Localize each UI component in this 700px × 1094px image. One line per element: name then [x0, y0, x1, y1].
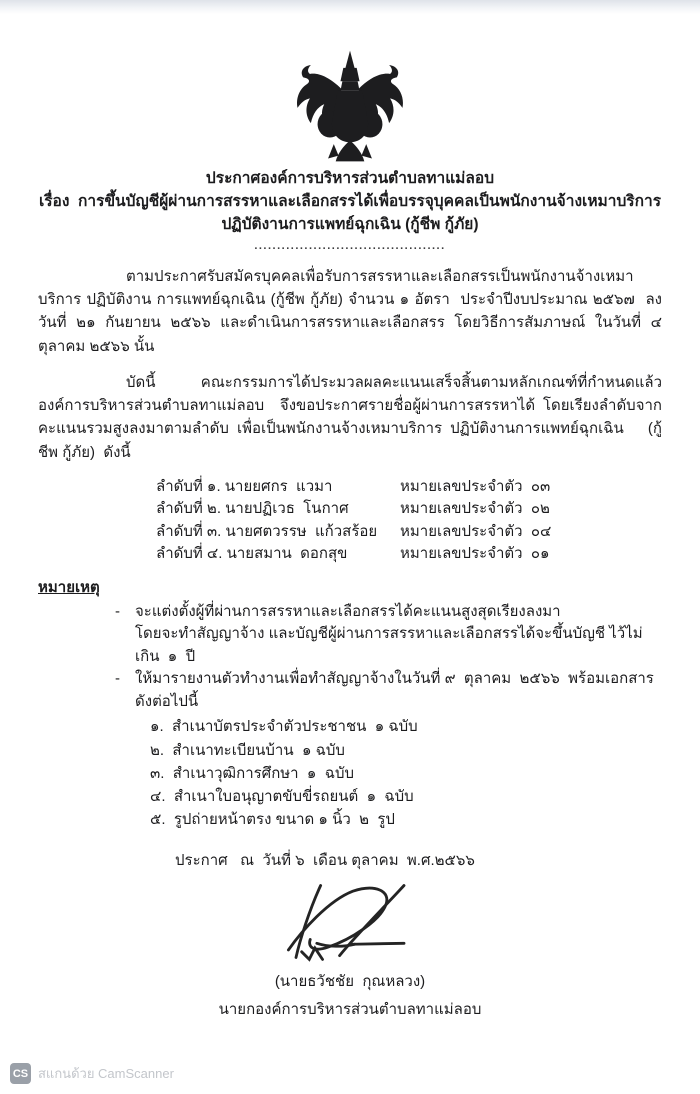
note-dash: - — [115, 602, 120, 620]
document-checklist — [150, 715, 662, 831]
ranking-row — [156, 543, 662, 566]
dotted-divider: .......................................... — [254, 239, 446, 252]
note-text: โดยจะทำสัญญาจ้าง และบัญชีผู้ผ่านการสรรหาและเลือกสรรได้จะขึ้นบัญชี ไว้ไม่เกิน ๑ ปี — [135, 625, 643, 665]
camscanner-icon: CS — [10, 1063, 31, 1084]
rank-candidate: ลำดับที่ ๒. นายปฏิเวธ โนกาศ — [156, 500, 349, 518]
note-text: จะแต่งตั้งผู้ที่ผ่านการสรรหาและเลือกสรรได้คะแนนสูงสุดเรียงลงมา — [135, 602, 561, 620]
signer-title: นายกองค์การบริหารส่วนตำบลทาแม่ลอบ — [218, 1000, 482, 1018]
garuda-emblem-graphic — [288, 48, 412, 164]
rank-candidate: ลำดับที่ ๑. นายยศกร แวมา — [156, 477, 333, 495]
promulgation-line: ประกาศ ณ วันที่ ๖ เดือน ตุลาคม พ.ศ.๒๕๖๖ — [175, 851, 475, 869]
checklist-item: ๓. สำเนาวุฒิการศึกษา ๑ ฉบับ — [150, 764, 355, 782]
scan-edge-artifact — [0, 0, 700, 14]
ranking-list — [156, 476, 662, 566]
subject-line-2: ปฏิบัติงานการแพทย์ฉุกเฉิน (กู้ชีพ กู้ภัย) — [221, 215, 479, 233]
paragraph-results: บัดนี้ คณะกรรมการได้ประมวลผลคะแนนเสร็จสิ้นตามหลักเกณฑ์ที่กำหนดแล้ว องค์การบริหารส่วนตำบลทาแม่ลอบ จึงขอประกาศรายชื่อผู้ผ่านการสรรหาได้ โดยเรียงลำดับจากคะแนนรวมสูงลงมาตามลำดับ เพื่อเป็นพนักงานจ้างเหมาบริการ ปฏิบัติงานการแพทย์ฉุกเฉิน (กู้ชีพ กู้ภัย) ดังนี้ — [38, 373, 671, 461]
note-dash — [115, 623, 135, 668]
ranking-row — [156, 498, 662, 521]
note-item — [115, 601, 662, 624]
checklist-item: ๕. รูปถ่ายหน้าตรง ขนาด ๑ นิ้ว ๒ รูป — [150, 811, 395, 829]
garuda-emblem — [38, 48, 662, 164]
paragraph-recruitment: ตามประกาศรับสมัครบุคคลเพื่อรับการสรรหาและเลือกสรรเป็นพนักงานจ้างเหมาบริการ ปฏิบัติงาน การแพทย์ฉุกเฉิน (กู้ชีพ กู้ภัย) จำนวน ๑ อัตรา ประจำปีงบประมาณ ๒๕๖๗ ลงวันที่ ๒๑ กันยายน ๒๕๖๖ และดำเนินการสรรหาและเลือกสรร โดยวิธีการสัมภาษณ์ ในวันที่ ๔ ตุลาคม ๒๕๖๖ นั้น — [38, 267, 667, 355]
rank-id-number: หมายเลขประจำตัว ๐๓ — [400, 477, 551, 495]
note-item — [115, 668, 662, 713]
rank-id-number: หมายเลขประจำตัว ๐๔ — [400, 522, 552, 540]
note-item — [115, 623, 662, 668]
rank-candidate: ลำดับที่ ๓. นายศตวรรษ แก้วสร้อย — [156, 522, 378, 540]
signer-name: (นายธวัชชัย กุณหลวง) — [274, 972, 426, 990]
signature-block — [38, 874, 662, 1021]
rank-id-number: หมายเลขประจำตัว ๐๒ — [400, 500, 550, 518]
note-text: ให้มารายงานตัวทำงานเพื่อทำสัญญาจ้างในวันที่ ๙ ตุลาคม ๒๕๖๖ พร้อมเอกสารดังต่อไปนี้ — [135, 670, 654, 710]
camscanner-footer — [10, 1063, 174, 1084]
note-list — [38, 601, 662, 714]
subject-line: เรื่อง การขึ้นบัญชีผู้ผ่านการสรรหาและเลือกสรรได้เพื่อบรรจุบุคคลเป็นพนักงานจ้างเหมาบริการ — [38, 192, 662, 210]
note-dash: - — [115, 670, 120, 688]
org-title: ประกาศองค์การบริหารส่วนตำบลทาแม่ลอบ — [205, 170, 495, 187]
ranking-row — [156, 521, 662, 544]
scan-watermark-label: สแกนด้วย CamScanner — [38, 1066, 174, 1081]
ranking-row — [156, 476, 662, 499]
title-block — [38, 168, 662, 237]
note-header: หมายเหตุ — [38, 578, 100, 596]
checklist-item: ๑. สำเนาบัตรประจำตัวประชาชน ๑ ฉบับ — [150, 718, 418, 736]
checklist-item: ๔. สำเนาใบอนุญาตขับขี่รถยนต์ ๑ ฉบับ — [150, 788, 414, 806]
checklist-item: ๒. สำเนาทะเบียนบ้าน ๑ ฉบับ — [150, 741, 345, 759]
rank-id-number: หมายเลขประจำตัว ๐๑ — [400, 545, 550, 563]
rank-candidate: ลำดับที่ ๔. นายสมาน ดอกสุข — [156, 545, 348, 563]
signature-image — [260, 874, 440, 969]
